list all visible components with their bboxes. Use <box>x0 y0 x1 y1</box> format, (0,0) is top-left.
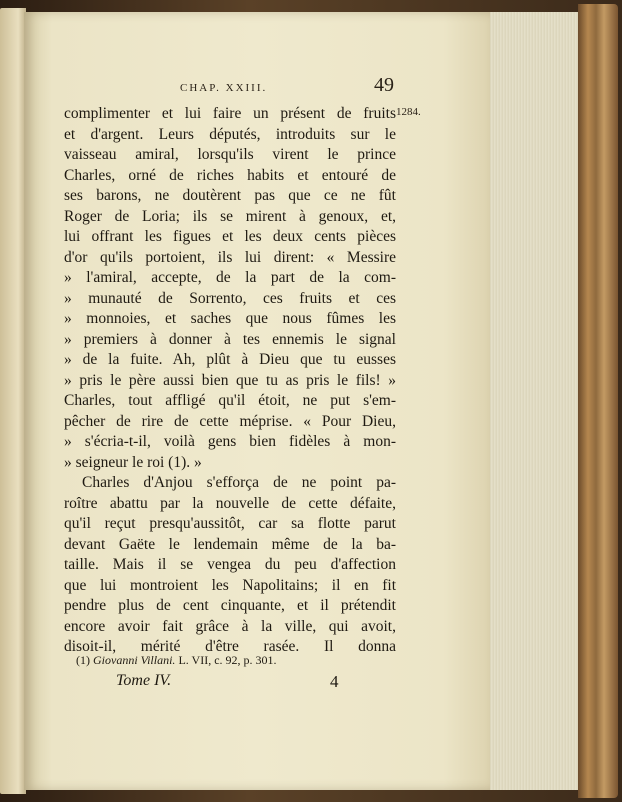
text-line: » de la fuite. Ah, plût à Dieu que tu eusses <box>64 351 396 368</box>
text-line: » premiers à donner à tes ennemis le signal <box>64 330 396 348</box>
signature-line <box>116 672 396 696</box>
text-line: » munauté de Sorrento, ces fruits et ces <box>64 289 396 307</box>
text-line: pêcher de rire de cette méprise. « Pour Dieu, <box>64 412 396 430</box>
text-line: encore avoir fait grâce à la ville, qui avoit, <box>64 617 396 635</box>
footnote-mark: (1) <box>76 653 90 667</box>
footnote <box>76 653 396 668</box>
signature-number: 4 <box>330 672 339 691</box>
text-line: vaisseau amiral, lorsqu'ils virent le prince <box>64 146 396 163</box>
text-line: qu'il reçut presqu'aussitôt, car sa flotte parut <box>64 515 396 532</box>
page-number: 49 <box>374 74 394 96</box>
text-line: d'or qu'ils portoient, ils lui dirent: « Messire <box>64 248 396 266</box>
text-line: Charles, tout affligé qu'il étoit, ne put s'em- <box>64 392 396 409</box>
text-line: Charles, orné de riches habits et entouré de <box>64 166 396 184</box>
book-cover <box>578 4 618 798</box>
body-text <box>64 104 396 658</box>
text-line: » monnoies, et saches que nous fûmes les <box>64 310 396 327</box>
text-line: et d'argent. Leurs députés, introduits sur le <box>64 125 396 143</box>
book-page <box>24 12 490 790</box>
text-line: taille. Mais il se vengea du peu d'affection <box>64 556 396 573</box>
signature-tome: Tome IV. <box>116 672 172 689</box>
running-head: CHAP. XXIII. <box>180 82 268 94</box>
text-line: ses barons, ne doutèrent pas que ce ne fût <box>64 187 396 204</box>
text-line: disoit-il, mérité d'être rasée. Il donna <box>64 638 396 655</box>
text-line: » seigneur le roi (1). » <box>64 453 202 471</box>
footnote-reference: L. VII, c. 92, p. 301. <box>178 653 277 667</box>
text-line: que lui montroient les Napolitains; il en fit <box>64 576 396 594</box>
text-line: devant Gaëte le lendemain même de la ba- <box>64 535 396 553</box>
paragraph-start-line: Charles d'Anjou s'efforça de ne point pa- <box>82 474 396 491</box>
previous-page-edge <box>0 8 26 794</box>
text-line: » pris le père aussi bien que tu as pris le fils! » <box>64 371 396 389</box>
margin-year: 1284. <box>396 106 421 118</box>
text-line: pendre plus de cent cinquante, et il prétendit <box>64 597 396 614</box>
text-line: lui offrant les figues et les deux cents pièces <box>64 228 396 245</box>
text-line: » s'écria-t-il, voilà gens bien fidèles à mon- <box>64 433 396 450</box>
text-line: complimenter et lui faire un présent de fruits <box>64 105 396 122</box>
footnote-author: Giovanni Villani. <box>93 653 176 667</box>
page-block-edges <box>484 12 583 790</box>
text-line: Roger de Loria; ils se mirent à genoux, et, <box>64 207 396 225</box>
text-line: » l'amiral, accepte, de la part de la com- <box>64 269 396 286</box>
text-line: roître abattu par la nouvelle de cette défaite, <box>64 494 396 512</box>
